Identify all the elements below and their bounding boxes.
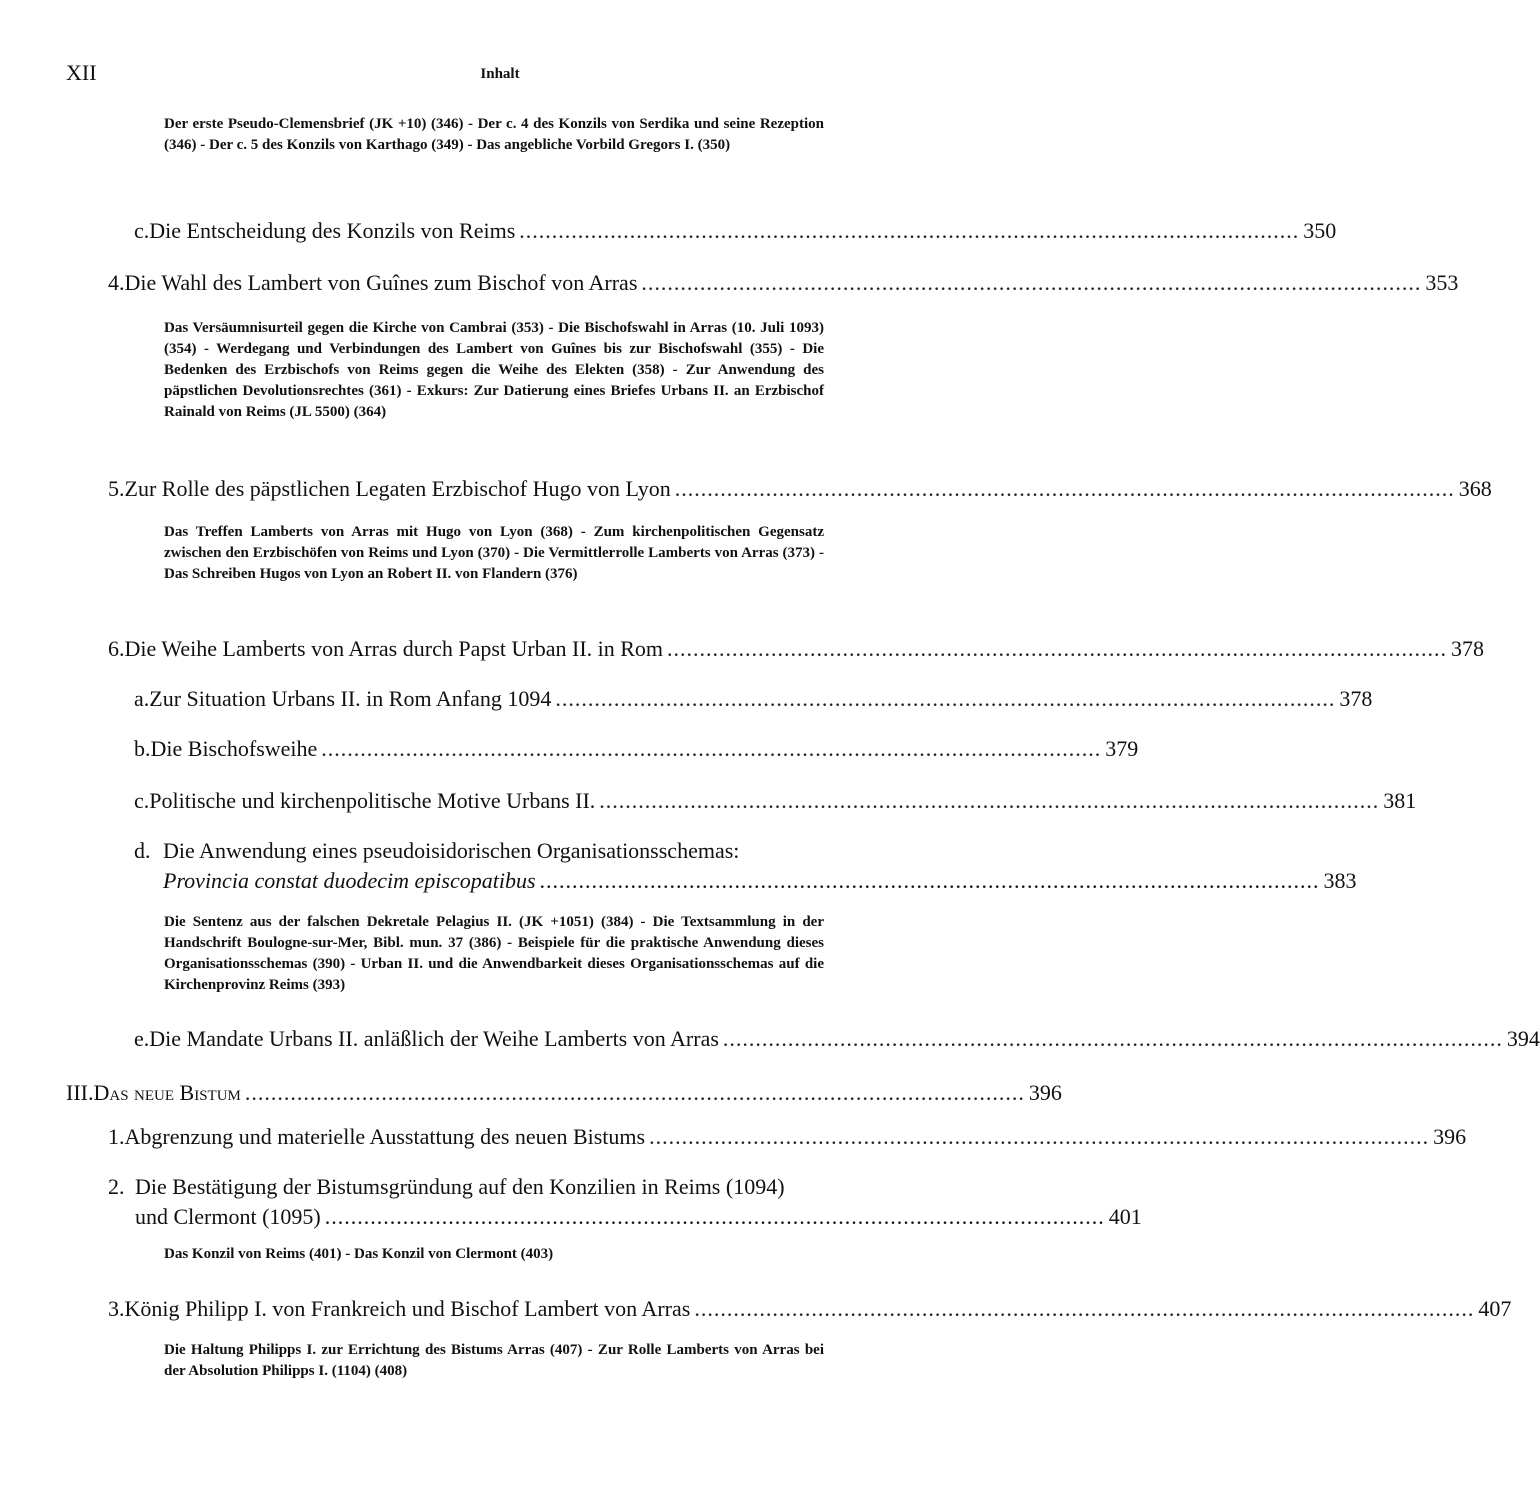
entry-page: 350: [1303, 218, 1337, 243]
entry-number: d.: [134, 838, 151, 863]
toc-entry-III-2[interactable]: [108, 1172, 1142, 1232]
entry-title: Die Wahl des Lambert von Guînes zum Bischof von Arras: [124, 270, 638, 295]
entry-title-line2: Provincia constat duodecim episcopatibus: [163, 868, 536, 893]
toc-entry-6e[interactable]: [134, 1024, 1540, 1054]
dot-leader: ........................................................................................................................: [667, 636, 1448, 661]
entry-page: 401: [1108, 1204, 1142, 1229]
toc-entry-III-1[interactable]: [108, 1122, 1467, 1152]
dot-leader: ........................................................................................................................: [722, 1026, 1503, 1051]
section-summary: Das Treffen Lamberts von Arras mit Hugo von Lyon (368) - Zum kirchenpolitischen Gegensatz zwischen den Erzbischöfen von Reims und Lyon (370) - Die Vermittlerrolle Lamberts von Arras (373) - Das Schreiben Hugos von Lyon an Robert II. von Flandern (376): [164, 524, 824, 582]
dot-leader: ........................................................................................................................: [324, 1204, 1105, 1229]
running-head: Inhalt: [480, 66, 520, 82]
dot-leader: ........................................................................................................................: [519, 218, 1300, 243]
dot-leader: ........................................................................................................................: [555, 686, 1336, 711]
entry-title-line1: Die Bestätigung der Bistumsgründung auf den Konzilien in Reims (1094): [135, 1174, 785, 1199]
entry-number: b.: [134, 736, 151, 761]
entry-number: c.: [134, 218, 150, 243]
entry-number: 2.: [108, 1174, 125, 1199]
dot-leader: ........................................................................................................................: [674, 476, 1455, 501]
dot-leader: ........................................................................................................................: [599, 788, 1380, 813]
section-summary: Das Konzil von Reims (401) - Das Konzil von Clermont (403): [164, 1246, 554, 1262]
entry-page: 379: [1105, 736, 1139, 761]
section-summary: Der erste Pseudo-Clemensbrief (JK +10) (346) - Der c. 4 des Konzils von Serdika und seine Rezeption (346) - Der c. 5 des Konzils von Karthago (349) - Das angebliche Vorbild Gregors I. (350): [164, 116, 824, 153]
entry-number: III.: [66, 1080, 94, 1105]
entry-title-line2: und Clermont (1095): [135, 1204, 321, 1229]
entry-page: 394: [1506, 1026, 1540, 1051]
entry-title: Die Weihe Lamberts von Arras durch Papst Urban II. in Rom: [124, 636, 664, 661]
page-number: XII: [66, 60, 97, 85]
entry-page: 396: [1028, 1080, 1062, 1105]
toc-entry-III[interactable]: [66, 1078, 1062, 1108]
toc-entry-6[interactable]: [108, 634, 1485, 664]
toc-entry-6c[interactable]: [134, 786, 1417, 816]
toc-entry-6d[interactable]: [134, 836, 1357, 896]
dot-leader: ........................................................................................................................: [694, 1296, 1475, 1321]
dot-leader: ........................................................................................................................: [539, 868, 1320, 893]
section-summary: Die Sentenz aus der falschen Dekretale Pelagius II. (JK +1051) (384) - Die Textsammlung in der Handschrift Boulogne-sur-Mer, Bibl. mun. 37 (386) - Beispiele für die praktische Anwendung dieses Organisationsschemas (390) - Urban II. und die Anwendbarkeit dieses Organisationsschemas auf die Kirchenprovinz Reims (393): [164, 914, 824, 993]
entry-title-line1: Die Anwendung eines pseudoisidorischen Organisationsschemas:: [163, 838, 740, 863]
entry-number: a.: [134, 686, 150, 711]
toc-entry-c-konzil-reims[interactable]: [134, 216, 1337, 246]
entry-number: 1.: [108, 1124, 125, 1149]
entry-page: 407: [1478, 1296, 1512, 1321]
entry-title: Politische und kirchenpolitische Motive Urbans II.: [149, 788, 596, 813]
toc-entry-III-3[interactable]: [108, 1294, 1512, 1324]
section-summary: Das Versäumnisurteil gegen die Kirche von Cambrai (353) - Die Bischofswahl in Arras (10. Juli 1093) (354) - Werdegang und Verbindungen des Lambert von Guînes bis zur Bischofswahl (355) - Die Bedenken des Erzbischofs von Reims gegen die Weihe des Elekten (358) - Zur Anwendung des päpstlichen Devolutionsrechtes (361) - Exkurs: Zur Datierung eines Briefes Urbans II. an Erzbischof Rainald von Reims (JL 5500) (364): [164, 320, 824, 420]
entry-title: Die Mandate Urbans II. anläßlich der Weihe Lamberts von Arras: [149, 1026, 719, 1051]
toc-entry-4[interactable]: [108, 268, 1459, 298]
dot-leader: ........................................................................................................................: [641, 270, 1422, 295]
entry-page: 353: [1425, 270, 1459, 295]
entry-number: e.: [134, 1026, 150, 1051]
entry-number: 3.: [108, 1296, 125, 1321]
entry-number: 5.: [108, 476, 125, 501]
section-summary: Die Haltung Philipps I. zur Errichtung des Bistums Arras (407) - Zur Rolle Lamberts von Arras bei der Absolution Philipps I. (1104) (408): [164, 1342, 824, 1379]
entry-page: 381: [1383, 788, 1417, 813]
entry-title: Die Entscheidung des Konzils von Reims: [149, 218, 516, 243]
dot-leader: ........................................................................................................................: [649, 1124, 1430, 1149]
entry-page: 368: [1458, 476, 1492, 501]
entry-number: c.: [134, 788, 150, 813]
toc-entry-6b[interactable]: [134, 734, 1139, 764]
dot-leader: ........................................................................................................................: [321, 736, 1102, 761]
entry-title: Das neue Bistum: [93, 1080, 241, 1105]
entry-page: 383: [1323, 868, 1357, 893]
toc-entry-5[interactable]: [108, 474, 1492, 504]
toc-entry-6a[interactable]: [134, 684, 1373, 714]
entry-title: Abgrenzung und materielle Ausstattung des neuen Bistums: [124, 1124, 646, 1149]
entry-page: 396: [1433, 1124, 1467, 1149]
entry-number: 6.: [108, 636, 125, 661]
entry-page: 378: [1339, 686, 1373, 711]
entry-title: Zur Situation Urbans II. in Rom Anfang 1094: [149, 686, 552, 711]
entry-number: 4.: [108, 270, 125, 295]
entry-title: Die Bischofsweihe: [150, 736, 318, 761]
entry-title: König Philipp I. von Frankreich und Bischof Lambert von Arras: [124, 1296, 691, 1321]
entry-page: 378: [1451, 636, 1485, 661]
entry-title: Zur Rolle des päpstlichen Legaten Erzbischof Hugo von Lyon: [124, 476, 671, 501]
dot-leader: ........................................................................................................................: [244, 1080, 1025, 1105]
